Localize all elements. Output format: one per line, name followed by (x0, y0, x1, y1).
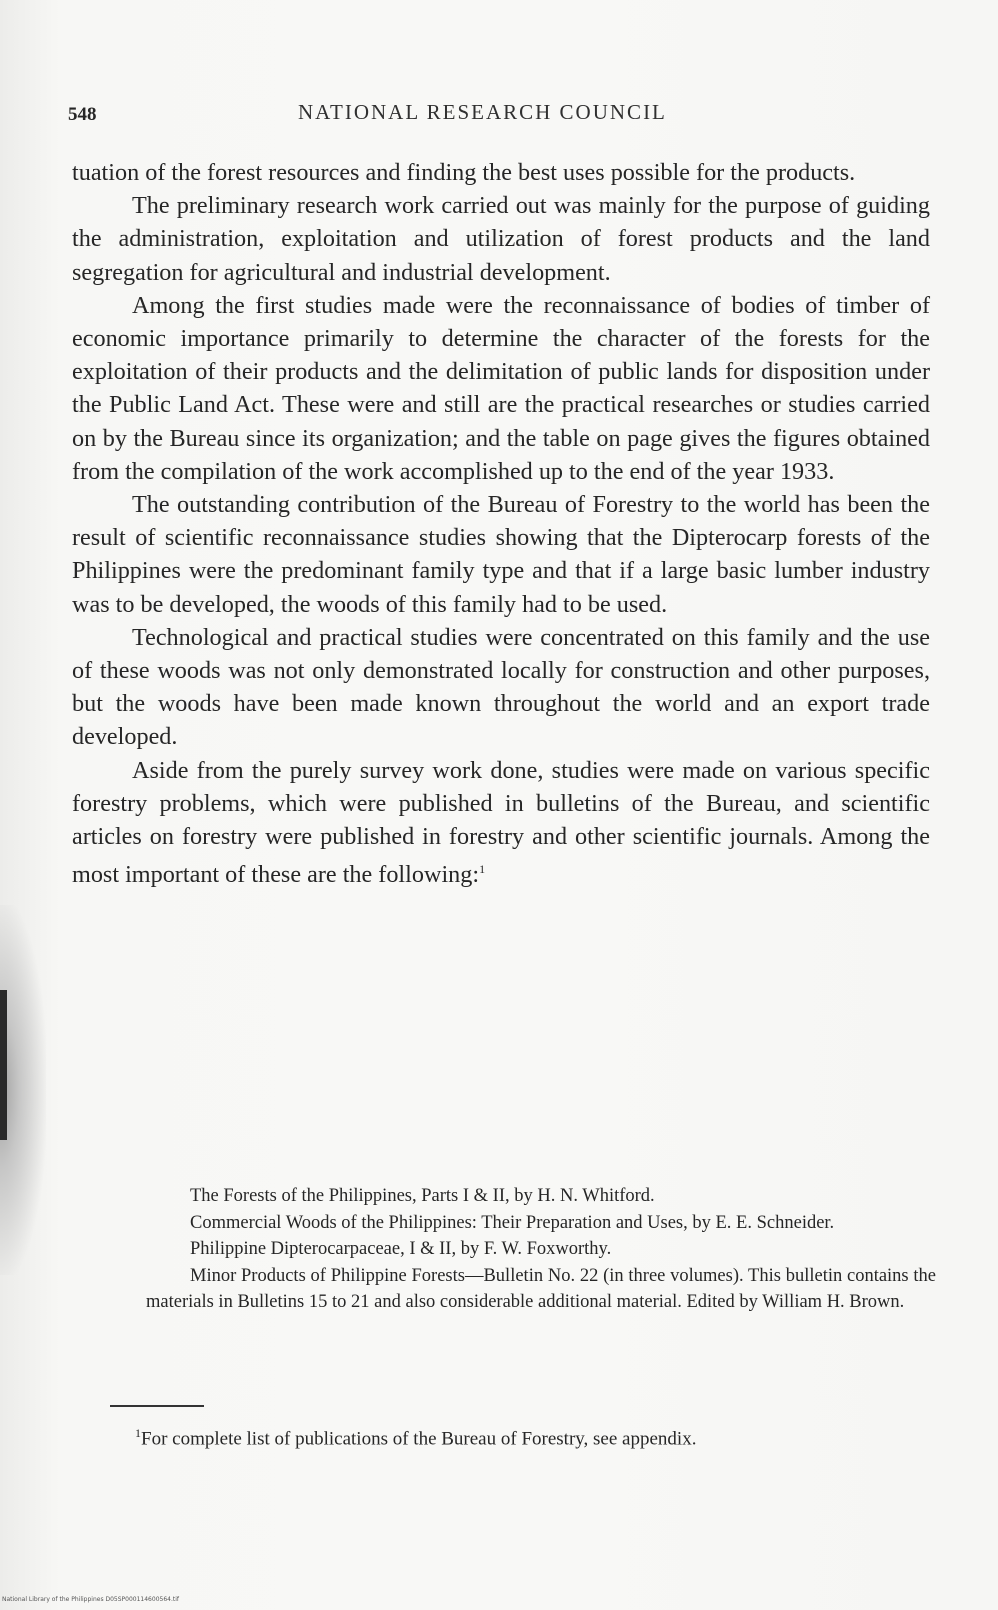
paragraph-text: Aside from the purely survey work done, studies were made on various specific forestry problems, which were published in bulletins of the Bureau, and scientific articles on forestry were published in forestry and other scientific journals. Among the most important of these are the following: (72, 756, 930, 889)
running-title: NATIONAL RESEARCH COUNCIL (298, 100, 667, 124)
reference-item: Minor Products of Philippine Forests—Bulletin No. 22 (in three volumes). This bulletin contains the materials in Bulletins 15 to 21 and also considerable additional material. Edited by William H. Brown. (146, 1265, 936, 1312)
footnote-reference: 1 (479, 862, 486, 877)
reference-item: The Forests of the Philippines, Parts I & II, by H. N. Whitford. (190, 1186, 655, 1206)
footnote (80, 1422, 938, 1450)
page-header (68, 100, 928, 130)
paragraph: tuation of the forest resources and finding the best uses possible for the products. (72, 159, 856, 186)
scan-credit: National Library of the Philippines D05SP000114600564.tif (2, 1596, 180, 1603)
reference-item: Philippine Dipterocarpaceae, I & II, by F. W. Foxworthy. (190, 1239, 612, 1259)
footnote-divider (110, 1405, 204, 1407)
reference-list (146, 1183, 936, 1316)
binding-edge (0, 990, 7, 1140)
footnote-marker: 1 (135, 1426, 141, 1440)
body-text (72, 156, 930, 892)
paragraph: Technological and practical studies were concentrated on this family and the use of these woods was not only demonstrated locally for construction and other purposes, but the woods have been made known throughout the world and an export trade developed. (72, 623, 930, 751)
paragraph-with-footnote (72, 754, 930, 892)
reference-item: Commercial Woods of the Philippines: Their Preparation and Uses, by E. E. Schneider. (190, 1212, 835, 1233)
paragraph: The preliminary research work carried out was mainly for the purpose of guiding the administration, exploitation and utilization of forest products and the land segregation for agricultural and industrial development. (72, 192, 930, 286)
paragraph: The outstanding contribution of the Bureau of Forestry to the world has been the result of scientific reconnaissance studies showing that the Dipterocarp forests of the Philippines were the predominant family type and that if a large basic lumber industry was to be developed, the woods of this family had to be used. (72, 491, 930, 618)
paragraph: Among the first studies made were the reconnaissance of bodies of timber of economic importance primarily to determine the character of the forests for the exploitation of their products and the delimitation of public lands for disposition under the Public Land Act. These were and still are the practical researches or studies carried on by the Bureau since its organization; and the table on page gives the figures obtained from the compilation of the work accomplished up to the end of the year 1933. (72, 291, 930, 485)
footnote-text: For complete list of publications of the Bureau of Forestry, see appendix. (141, 1428, 697, 1450)
page-number: 548 (68, 104, 97, 125)
